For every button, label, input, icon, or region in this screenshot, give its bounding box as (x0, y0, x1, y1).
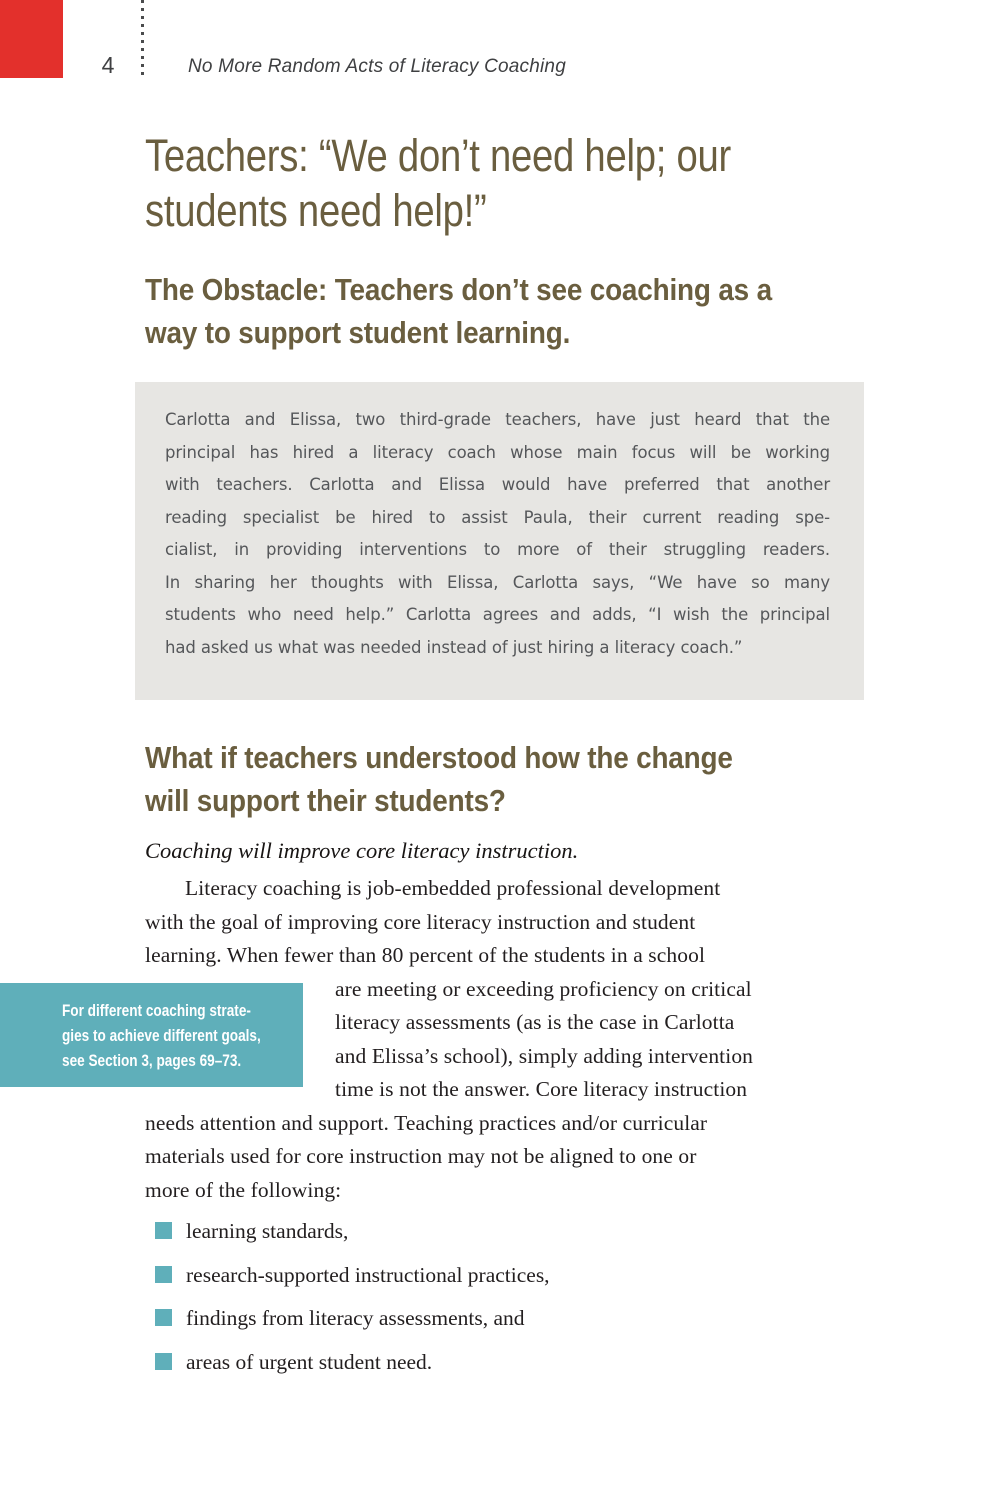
bullet-text: learning standards, (186, 1219, 349, 1243)
bullet-item (155, 1346, 865, 1380)
section-heading-obstacle (145, 268, 865, 354)
bullet-square-icon (155, 1266, 172, 1283)
bullet-square-icon (155, 1353, 172, 1370)
body-line: materials used for core instruction may not be aligned to one or (145, 1144, 697, 1168)
lead-in-italic: Coaching will improve core literacy instruction. (145, 838, 579, 863)
body-line: more of the following: (145, 1177, 342, 1202)
chapter-title-line: students need help!” (145, 185, 487, 236)
section-heading-line: What if teachers understood how the change (145, 740, 733, 775)
page-number: 4 (101, 52, 115, 78)
body-line: with the goal of improving core literacy instruction and student (145, 909, 696, 934)
callout-line: see Section 3, pages 69–73. (62, 1050, 242, 1070)
bullet-text: findings from literacy assessments, and (186, 1306, 525, 1330)
body-line: literacy assessments (as is the case in Carlotta (335, 1010, 735, 1034)
bullet-item (155, 1215, 865, 1249)
text-column (62, 0, 865, 1389)
callout-line: gies to achieve different goals, (62, 1025, 261, 1045)
callout-line: For different coaching strate- (62, 1000, 251, 1020)
section-heading-line: way to support student learning. (145, 315, 571, 350)
vignette-line: students who need help.” Carlotta agrees and adds, “I wish the principal (165, 605, 830, 624)
body-line: Literacy coaching is job-embedded professional development (185, 876, 721, 900)
body-line: time is not the answer. Core literacy instruction (335, 1077, 748, 1101)
bullet-square-icon (155, 1309, 172, 1326)
page-corner-mark (0, 0, 63, 78)
bullet-list (145, 1215, 865, 1379)
body-line: are meeting or exceeding proficiency on critical (335, 976, 752, 1001)
body-line: needs attention and support. Teaching practices and/or curricular (145, 1110, 708, 1135)
bullet-text: areas of urgent student need. (186, 1349, 433, 1374)
bullet-square-icon (155, 1222, 172, 1239)
vignette-line: with teachers. Carlotta and Elissa would have preferred that another (165, 475, 830, 494)
section-heading-what-if (145, 736, 865, 822)
section-heading-line: will support their students? (145, 783, 506, 818)
body-paragraph-wrap-section (62, 973, 865, 1208)
bullet-text: research-supported instructional practices, (186, 1262, 550, 1287)
header-dotted-rule (141, 0, 144, 80)
body-line: learning. When fewer than 80 percent of the students in a school (145, 943, 706, 967)
callout-box (0, 983, 303, 1087)
vignette-line: principal has hired a literacy coach whose main focus will be working (165, 442, 830, 462)
vignette-line: had asked us what was needed instead of just hiring a literacy coach.” (165, 637, 743, 657)
vignette-box (135, 382, 864, 700)
vignette-line: Carlotta and Elissa, two third-grade teachers, have just heard that the (165, 410, 830, 429)
bullet-item (155, 1302, 865, 1336)
bullet-item (155, 1259, 865, 1293)
vignette-line: In sharing her thoughts with Elissa, Carlotta says, “We have so many (165, 572, 830, 592)
chapter-title-line: Teachers: “We don’t need help; our (145, 130, 731, 181)
vignette-line: cialist, in providing interventions to more of their struggling readers. (165, 540, 830, 559)
running-head: No More Random Acts of Literacy Coaching (188, 56, 566, 77)
chapter-title (145, 128, 865, 238)
body-line: and Elissa’s school), simply adding intervention (335, 1043, 754, 1068)
body-paragraph-start (145, 872, 865, 973)
section-heading-line: The Obstacle: Teachers don’t see coaching as a (145, 272, 772, 307)
vignette-line: reading specialist be hired to assist Paula, their current reading spe- (165, 507, 830, 527)
